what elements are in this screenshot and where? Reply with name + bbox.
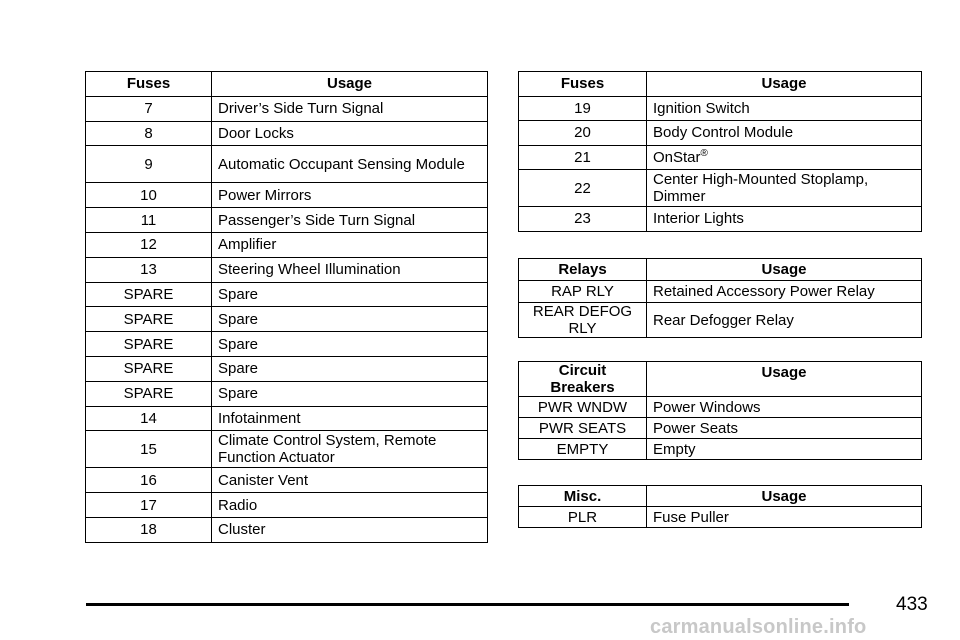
- table-row: [519, 170, 922, 207]
- table-row: [86, 282, 488, 307]
- table-row: [86, 406, 488, 431]
- table-row: [86, 332, 488, 357]
- fuses-table-right: [518, 71, 922, 232]
- table-header-row: [519, 72, 922, 97]
- table-row: [86, 146, 488, 183]
- table-row: [519, 207, 922, 232]
- fuse-id: SPARE: [86, 307, 212, 332]
- fuse-id: 14: [86, 406, 212, 431]
- column-header-usage: Usage: [212, 72, 488, 97]
- fuse-id: 22: [519, 170, 647, 207]
- table-row: [519, 281, 922, 303]
- table-row: [86, 468, 488, 493]
- fuse-usage: [647, 145, 922, 170]
- fuse-id: 23: [519, 207, 647, 232]
- fuse-id: 12: [86, 232, 212, 257]
- column-header-fuses: Fuses: [86, 72, 212, 97]
- fuse-id: 16: [86, 468, 212, 493]
- fuse-usage: Body Control Module: [647, 121, 922, 146]
- fuse-id: 9: [86, 146, 212, 183]
- fuse-id: SPARE: [86, 282, 212, 307]
- fuse-usage: Passenger’s Side Turn Signal: [212, 208, 488, 233]
- fuse-id: 20: [519, 121, 647, 146]
- onstar-label: OnStar: [653, 148, 701, 166]
- breaker-id: PWR SEATS: [519, 418, 647, 439]
- table-row: [86, 356, 488, 381]
- column-header-relays: Relays: [519, 259, 647, 281]
- fuse-id: SPARE: [86, 332, 212, 357]
- fuse-usage: Spare: [212, 307, 488, 332]
- breaker-id: EMPTY: [519, 439, 647, 460]
- table-row: [86, 208, 488, 233]
- table-row: [519, 303, 922, 338]
- table-header-row: [86, 72, 488, 97]
- column-header-fuses: Fuses: [519, 72, 647, 97]
- column-header-misc: Misc.: [519, 486, 647, 507]
- fuse-usage: Spare: [212, 332, 488, 357]
- fuse-usage: Canister Vent: [212, 468, 488, 493]
- fuse-usage: Power Mirrors: [212, 183, 488, 208]
- misc-usage: Fuse Puller: [647, 507, 922, 528]
- fuses-table-left: [85, 71, 488, 543]
- table-row: [86, 183, 488, 208]
- table-header-row: [519, 259, 922, 281]
- table-row: [519, 418, 922, 439]
- fuse-id: 10: [86, 183, 212, 208]
- fuse-id: 15: [86, 431, 212, 468]
- fuse-usage: Driver’s Side Turn Signal: [212, 96, 488, 121]
- breaker-id: PWR WNDW: [519, 397, 647, 418]
- fuse-id: 13: [86, 257, 212, 282]
- fuse-usage: Amplifier: [212, 232, 488, 257]
- table-row: [86, 257, 488, 282]
- watermark: carmanualsonline.info: [650, 616, 867, 638]
- table-row: [86, 493, 488, 518]
- table-row: [519, 96, 922, 121]
- table-row: [519, 145, 922, 170]
- page-number: 433: [896, 594, 928, 615]
- fuse-usage: Interior Lights: [647, 207, 922, 232]
- misc-table: [518, 485, 922, 528]
- registered-mark: ®: [700, 147, 708, 159]
- fuse-id: 7: [86, 96, 212, 121]
- fuse-usage: Spare: [212, 356, 488, 381]
- misc-id: PLR: [519, 507, 647, 528]
- column-header-circuit-breakers: Circuit Breakers: [519, 362, 647, 397]
- table-row: [86, 96, 488, 121]
- fuse-id: SPARE: [86, 356, 212, 381]
- breaker-usage: Power Windows: [647, 397, 922, 418]
- fuse-usage: Spare: [212, 381, 488, 406]
- breaker-usage: Power Seats: [647, 418, 922, 439]
- fuse-usage: Climate Control System, Remote Function Actuator: [212, 431, 488, 468]
- table-row: [519, 507, 922, 528]
- fuse-usage: Automatic Occupant Sensing Module: [212, 146, 488, 183]
- fuse-id: 18: [86, 517, 212, 542]
- table-row: [519, 397, 922, 418]
- fuse-id: 11: [86, 208, 212, 233]
- fuse-usage: Center High-Mounted Stoplamp, Dimmer: [647, 170, 922, 207]
- column-header-usage: Usage: [647, 362, 922, 397]
- table-row: [86, 517, 488, 542]
- table-row: [86, 307, 488, 332]
- column-header-usage: Usage: [647, 259, 922, 281]
- relay-id: RAP RLY: [519, 281, 647, 303]
- table-row: [86, 431, 488, 468]
- fuse-id: 17: [86, 493, 212, 518]
- table-row: [86, 381, 488, 406]
- circuit-breakers-table: [518, 361, 922, 460]
- fuse-usage: Door Locks: [212, 121, 488, 146]
- relay-id: REAR DEFOG RLY: [519, 303, 647, 338]
- fuse-usage: Steering Wheel Illumination: [212, 257, 488, 282]
- table-header-row: [519, 362, 922, 397]
- fuse-usage: Spare: [212, 282, 488, 307]
- table-header-row: [519, 486, 922, 507]
- table-row: [519, 121, 922, 146]
- column-header-usage: Usage: [647, 486, 922, 507]
- relay-usage: Rear Defogger Relay: [647, 303, 922, 338]
- footer-rule: [86, 603, 849, 606]
- table-row: [519, 439, 922, 460]
- fuse-id: 19: [519, 96, 647, 121]
- table-row: [86, 232, 488, 257]
- fuse-id: SPARE: [86, 381, 212, 406]
- relay-usage: Retained Accessory Power Relay: [647, 281, 922, 303]
- fuse-usage: Infotainment: [212, 406, 488, 431]
- fuse-usage: Cluster: [212, 517, 488, 542]
- fuse-usage: Ignition Switch: [647, 96, 922, 121]
- column-header-usage: Usage: [647, 72, 922, 97]
- fuse-usage: Radio: [212, 493, 488, 518]
- table-row: [86, 121, 488, 146]
- relays-table: [518, 258, 922, 338]
- fuse-id: 21: [519, 145, 647, 170]
- fuse-id: 8: [86, 121, 212, 146]
- breaker-usage: Empty: [647, 439, 922, 460]
